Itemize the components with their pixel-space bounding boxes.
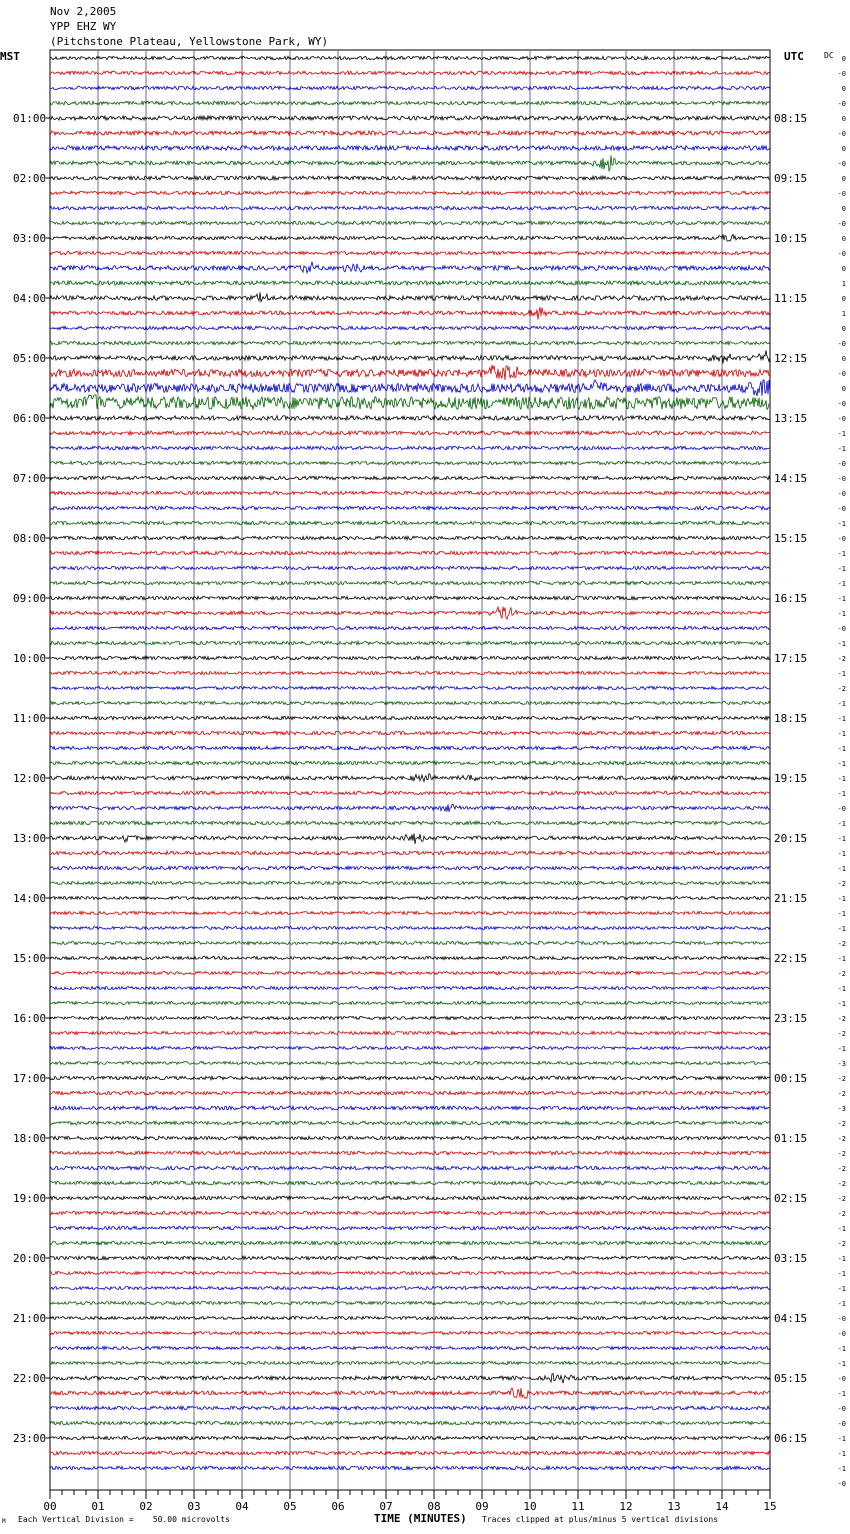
trace-row — [50, 686, 770, 689]
dc-offset-value: -0 — [837, 1315, 846, 1323]
trace-row — [50, 536, 770, 540]
dc-offset-value: -2 — [837, 1195, 846, 1203]
mst-hour-label: 21:00 — [13, 1312, 47, 1325]
trace-row — [50, 566, 770, 570]
trace-row — [50, 956, 770, 959]
dc-offset-value: -1 — [837, 850, 846, 858]
vertical-scale-note: Each Vertical Division = 50.00 microvolts — [18, 1515, 230, 1524]
trace-row — [50, 341, 770, 345]
utc-hour-label: 23:15 — [774, 1012, 808, 1025]
trace-row — [50, 1301, 770, 1304]
dc-offset-value: -2 — [837, 970, 846, 978]
dc-offset-value: -0 — [837, 1405, 846, 1413]
trace-row — [50, 155, 770, 171]
dc-offset-value: 0 — [841, 85, 846, 93]
dc-offset-value: -2 — [837, 880, 846, 888]
trace-row — [50, 234, 770, 241]
trace-row — [50, 641, 770, 645]
trace-row — [50, 1046, 770, 1049]
trace-row — [50, 1196, 770, 1200]
dc-offset-value: -1 — [837, 985, 846, 993]
trace-row — [50, 607, 770, 619]
x-tick-label: 06 — [331, 1500, 345, 1513]
trace-row — [50, 1331, 770, 1334]
dc-offset-value: -1 — [837, 565, 846, 573]
trace-row — [50, 866, 770, 870]
dc-offset-value: 1 — [841, 280, 846, 288]
mst-hour-label: 01:00 — [13, 112, 47, 125]
dc-offset-value: -0 — [837, 370, 846, 378]
dc-offset-value: -1 — [837, 700, 846, 708]
trace-row — [50, 911, 770, 914]
dc-offset-value: 0 — [841, 55, 846, 63]
dc-offset-value: 0 — [841, 385, 846, 393]
mst-hour-label: 17:00 — [13, 1072, 47, 1085]
dc-offset-value: -1 — [837, 955, 846, 963]
dc-offset-value: -2 — [837, 1180, 846, 1188]
trace-row — [50, 116, 770, 120]
dc-offset-value: -0 — [837, 220, 846, 228]
dc-offset-value: -0 — [837, 190, 846, 198]
trace-row — [50, 804, 770, 812]
utc-hour-label: 11:15 — [774, 292, 808, 305]
trace-row — [50, 146, 770, 151]
x-tick-label: 11 — [571, 1500, 585, 1513]
mst-hour-label: 12:00 — [13, 772, 47, 785]
dc-offset-value: -1 — [837, 595, 846, 603]
dc-offset-labels — [838, 55, 846, 1488]
dc-offset-value: -0 — [837, 100, 846, 108]
trace-row — [50, 746, 770, 750]
trace-row — [50, 1151, 770, 1155]
trace-row — [50, 1001, 770, 1004]
trace-row — [50, 1226, 770, 1230]
dc-offset-value: -1 — [837, 1225, 846, 1233]
trace-row — [50, 431, 770, 435]
dc-offset-value: -1 — [837, 1360, 846, 1368]
utc-hour-labels — [774, 112, 807, 1445]
mst-hour-label: 16:00 — [13, 1012, 47, 1025]
dc-offset-value: -0 — [837, 70, 846, 78]
dc-offset-value: -1 — [837, 715, 846, 723]
trace-row — [50, 851, 770, 855]
mst-hour-label: 14:00 — [13, 892, 47, 905]
trace-row — [50, 1271, 770, 1274]
trace-row — [50, 926, 770, 929]
trace-row — [50, 521, 770, 525]
trace-row — [50, 761, 770, 765]
x-tick-label: 01 — [91, 1500, 105, 1513]
dc-offset-value: -1 — [837, 1450, 846, 1458]
dc-offset-value: -1 — [837, 445, 846, 453]
mst-hour-label: 15:00 — [13, 952, 47, 965]
dc-offset-value: -1 — [837, 835, 846, 843]
dc-offset-value: -1 — [837, 925, 846, 933]
trace-row — [50, 1061, 770, 1064]
mst-hour-label: 06:00 — [13, 412, 47, 425]
x-axis-title: TIME (MINUTES) — [374, 1512, 467, 1525]
trace-row — [50, 131, 770, 135]
dc-offset-value: 1 — [841, 310, 846, 318]
trace-row — [50, 416, 770, 421]
x-tick-label: 14 — [715, 1500, 729, 1513]
dc-offset-value: -0 — [837, 250, 846, 258]
trace-row — [50, 206, 770, 210]
utc-hour-label: 14:15 — [774, 472, 808, 485]
mst-hour-label: 11:00 — [13, 712, 47, 725]
trace-row — [50, 365, 770, 380]
trace-row — [50, 596, 770, 600]
dc-offset-value: -0 — [837, 1330, 846, 1338]
trace-row — [50, 251, 770, 255]
utc-hour-label: 12:15 — [774, 352, 808, 365]
dc-offset-value: -2 — [837, 1090, 846, 1098]
utc-hour-label: 15:15 — [774, 532, 808, 545]
trace-row — [50, 881, 770, 884]
trace-row — [50, 506, 770, 510]
dc-offset-value: -1 — [837, 1270, 846, 1278]
trace-row — [50, 1091, 770, 1095]
trace-row — [50, 1016, 770, 1019]
dc-offset-value: -0 — [837, 400, 846, 408]
trace-row — [50, 1286, 770, 1289]
trace-row — [50, 1346, 770, 1349]
trace-row — [50, 101, 770, 105]
x-tick-label: 04 — [235, 1500, 249, 1513]
dc-offset-value: -3 — [837, 1105, 846, 1113]
utc-hour-label: 17:15 — [774, 652, 808, 665]
dc-offset-value: -1 — [837, 1345, 846, 1353]
trace-row — [50, 1436, 770, 1440]
dc-offset-value: -1 — [837, 895, 846, 903]
dc-offset-value: -2 — [837, 685, 846, 693]
mst-hour-label: 02:00 — [13, 172, 47, 185]
trace-row — [50, 581, 770, 585]
dc-offset-value: -1 — [837, 520, 846, 528]
dc-offset-value: -2 — [837, 1030, 846, 1038]
dc-offset-value: -0 — [837, 130, 846, 138]
dc-offset-value: -1 — [837, 1000, 846, 1008]
utc-hour-label: 16:15 — [774, 592, 808, 605]
x-tick-label: 09 — [475, 1500, 489, 1513]
trace-row — [50, 1256, 770, 1260]
mst-hour-label: 13:00 — [13, 832, 47, 845]
mst-hour-label: 10:00 — [13, 652, 47, 665]
utc-hour-label: 08:15 — [774, 112, 808, 125]
dc-offset-value: -0 — [837, 160, 846, 168]
trace-row — [50, 1211, 770, 1215]
dc-offset-value: -2 — [837, 655, 846, 663]
dc-offset-value: -0 — [837, 460, 846, 468]
mst-axis-title: MST — [0, 50, 20, 63]
x-tick-label: 10 — [523, 1500, 537, 1513]
mst-hour-label: 04:00 — [13, 292, 47, 305]
trace-row — [50, 307, 770, 319]
trace-row — [50, 1166, 770, 1170]
mst-hour-label: 08:00 — [13, 532, 47, 545]
trace-row — [50, 262, 770, 273]
dc-column-title: DC — [824, 51, 834, 60]
x-tick-label: 08 — [427, 1500, 441, 1513]
mst-hour-label: 05:00 — [13, 352, 47, 365]
dc-offset-value: -0 — [837, 505, 846, 513]
dc-offset-value: -1 — [837, 580, 846, 588]
x-tick-label: 13 — [667, 1500, 681, 1513]
trace-row — [50, 292, 770, 301]
x-tick-label: 15 — [763, 1500, 777, 1513]
utc-hour-label: 03:15 — [774, 1252, 808, 1265]
trace-row — [50, 896, 770, 899]
dc-offset-value: -2 — [837, 1015, 846, 1023]
trace-row — [50, 176, 770, 180]
dc-offset-value: -0 — [837, 625, 846, 633]
x-tick-label: 00 — [43, 1500, 57, 1513]
trace-row — [50, 1121, 770, 1125]
trace-row — [50, 791, 770, 795]
corner-mark: M — [2, 1518, 6, 1525]
trace-row — [50, 1241, 770, 1245]
dc-offset-value: -0 — [837, 1420, 846, 1428]
dc-offset-value: -1 — [837, 745, 846, 753]
mst-hour-label: 07:00 — [13, 472, 47, 485]
mst-hour-label: 18:00 — [13, 1132, 47, 1145]
dc-offset-value: 0 — [841, 235, 846, 243]
dc-offset-value: -2 — [837, 1210, 846, 1218]
trace-row — [50, 221, 770, 225]
dc-offset-value: -1 — [837, 640, 846, 648]
trace-row — [50, 1181, 770, 1185]
dc-offset-value: -1 — [837, 790, 846, 798]
dc-offset-value: -2 — [837, 940, 846, 948]
trace-row — [50, 971, 770, 974]
utc-hour-label: 22:15 — [774, 952, 808, 965]
trace-row — [50, 71, 770, 75]
dc-offset-value: -0 — [837, 490, 846, 498]
utc-hour-label: 05:15 — [774, 1372, 808, 1385]
trace-row — [50, 716, 770, 720]
dc-offset-value: -1 — [837, 610, 846, 618]
trace-row — [50, 1136, 770, 1140]
dc-offset-value: -0 — [837, 340, 846, 348]
dc-offset-value: -1 — [837, 1045, 846, 1053]
dc-offset-value: -0 — [837, 1480, 846, 1488]
trace-row — [50, 446, 770, 450]
trace-row — [50, 1361, 770, 1364]
trace-row — [50, 491, 770, 495]
x-tick-label: 03 — [187, 1500, 201, 1513]
trace-row — [50, 821, 770, 825]
trace-row — [50, 671, 770, 674]
trace-row — [50, 1421, 770, 1425]
trace-row — [50, 1451, 770, 1455]
trace-row — [50, 1106, 770, 1110]
x-axis — [43, 1490, 776, 1513]
dc-offset-value: -1 — [837, 1255, 846, 1263]
trace-row — [50, 191, 770, 195]
trace-row — [50, 731, 770, 735]
dc-offset-value: 0 — [841, 295, 846, 303]
mst-hour-labels — [13, 112, 50, 1445]
utc-hour-label: 18:15 — [774, 712, 808, 725]
dc-offset-value: -1 — [837, 820, 846, 828]
dc-offset-value: -0 — [837, 415, 846, 423]
trace-row — [50, 774, 770, 782]
dc-offset-value: -1 — [837, 670, 846, 678]
trace-row — [50, 476, 770, 480]
dc-offset-value: -2 — [837, 1240, 846, 1248]
trace-row — [50, 986, 770, 989]
dc-offset-value: -1 — [837, 1435, 846, 1443]
x-tick-label: 07 — [379, 1500, 393, 1513]
station-name: YPP EHZ WY — [50, 20, 117, 33]
dc-offset-value: -0 — [837, 805, 846, 813]
utc-hour-label: 02:15 — [774, 1192, 808, 1205]
dc-offset-value: -1 — [837, 865, 846, 873]
dc-offset-value: -3 — [837, 1060, 846, 1068]
utc-hour-label: 21:15 — [774, 892, 808, 905]
dc-offset-value: -1 — [837, 775, 846, 783]
utc-hour-label: 04:15 — [774, 1312, 808, 1325]
dc-offset-value: 0 — [841, 175, 846, 183]
clipping-note: Traces clipped at plus/minus 5 vertical divisions — [482, 1515, 719, 1524]
dc-offset-value: -1 — [837, 1300, 846, 1308]
mst-hour-label: 03:00 — [13, 232, 47, 245]
dc-offset-value: -2 — [837, 1150, 846, 1158]
dc-offset-value: -1 — [837, 550, 846, 558]
dc-offset-value: 0 — [841, 145, 846, 153]
dc-offset-value: -2 — [837, 1075, 846, 1083]
utc-axis-title: UTC — [784, 50, 804, 63]
trace-row — [50, 1388, 770, 1398]
trace-row — [50, 1466, 770, 1470]
trace-row — [50, 1406, 770, 1410]
trace-row — [50, 1316, 770, 1319]
mst-hour-label: 20:00 — [13, 1252, 47, 1265]
dc-offset-value: 0 — [841, 325, 846, 333]
trace-row — [50, 626, 770, 630]
dc-offset-value: 0 — [841, 265, 846, 273]
dc-offset-value: -1 — [837, 1465, 846, 1473]
x-tick-label: 05 — [283, 1500, 297, 1513]
x-tick-label: 12 — [619, 1500, 633, 1513]
dc-offset-value: -0 — [837, 1375, 846, 1383]
trace-row — [50, 551, 770, 555]
utc-hour-label: 13:15 — [774, 412, 808, 425]
dc-offset-value: -1 — [837, 1390, 846, 1398]
trace-row — [50, 941, 770, 944]
dc-offset-value: 0 — [841, 355, 846, 363]
trace-row — [50, 1374, 770, 1384]
trace-row — [50, 326, 770, 330]
mst-hour-label: 23:00 — [13, 1432, 47, 1445]
dc-offset-value: -1 — [837, 730, 846, 738]
utc-hour-label: 06:15 — [774, 1432, 808, 1445]
trace-row — [50, 56, 770, 60]
utc-hour-label: 09:15 — [774, 172, 808, 185]
dc-offset-value: 0 — [841, 205, 846, 213]
utc-hour-label: 00:15 — [774, 1072, 808, 1085]
dc-offset-value: -0 — [837, 475, 846, 483]
dc-offset-value: -2 — [837, 1165, 846, 1173]
utc-hour-label: 01:15 — [774, 1132, 808, 1145]
trace-row — [50, 351, 770, 364]
trace-row — [50, 395, 770, 409]
dc-offset-value: 0 — [841, 115, 846, 123]
dc-offset-value: -2 — [837, 1120, 846, 1128]
dc-offset-value: -1 — [837, 760, 846, 768]
utc-hour-label: 19:15 — [774, 772, 808, 785]
dc-offset-value: -1 — [837, 1285, 846, 1293]
dc-offset-value: -1 — [837, 910, 846, 918]
trace-row — [50, 281, 770, 285]
dc-offset-value: -2 — [837, 1135, 846, 1143]
trace-row — [50, 656, 770, 660]
x-tick-label: 02 — [139, 1500, 153, 1513]
dc-offset-value: -0 — [837, 535, 846, 543]
trace-row — [50, 1031, 770, 1034]
trace-row — [50, 701, 770, 704]
mst-hour-label: 19:00 — [13, 1192, 47, 1205]
seismic-traces — [50, 56, 770, 1470]
trace-row — [50, 1076, 770, 1080]
trace-row — [50, 833, 770, 844]
mst-hour-label: 09:00 — [13, 592, 47, 605]
dc-offset-value: -1 — [837, 430, 846, 438]
station-location: (Pitchstone Plateau, Yellowstone Park, WY) — [50, 35, 329, 48]
utc-hour-label: 20:15 — [774, 832, 808, 845]
plot-date: Nov 2,2005 — [50, 5, 117, 18]
trace-row — [50, 380, 770, 396]
mst-hour-label: 22:00 — [13, 1372, 47, 1385]
trace-row — [50, 461, 770, 465]
utc-hour-label: 10:15 — [774, 232, 808, 245]
trace-row — [50, 86, 770, 90]
